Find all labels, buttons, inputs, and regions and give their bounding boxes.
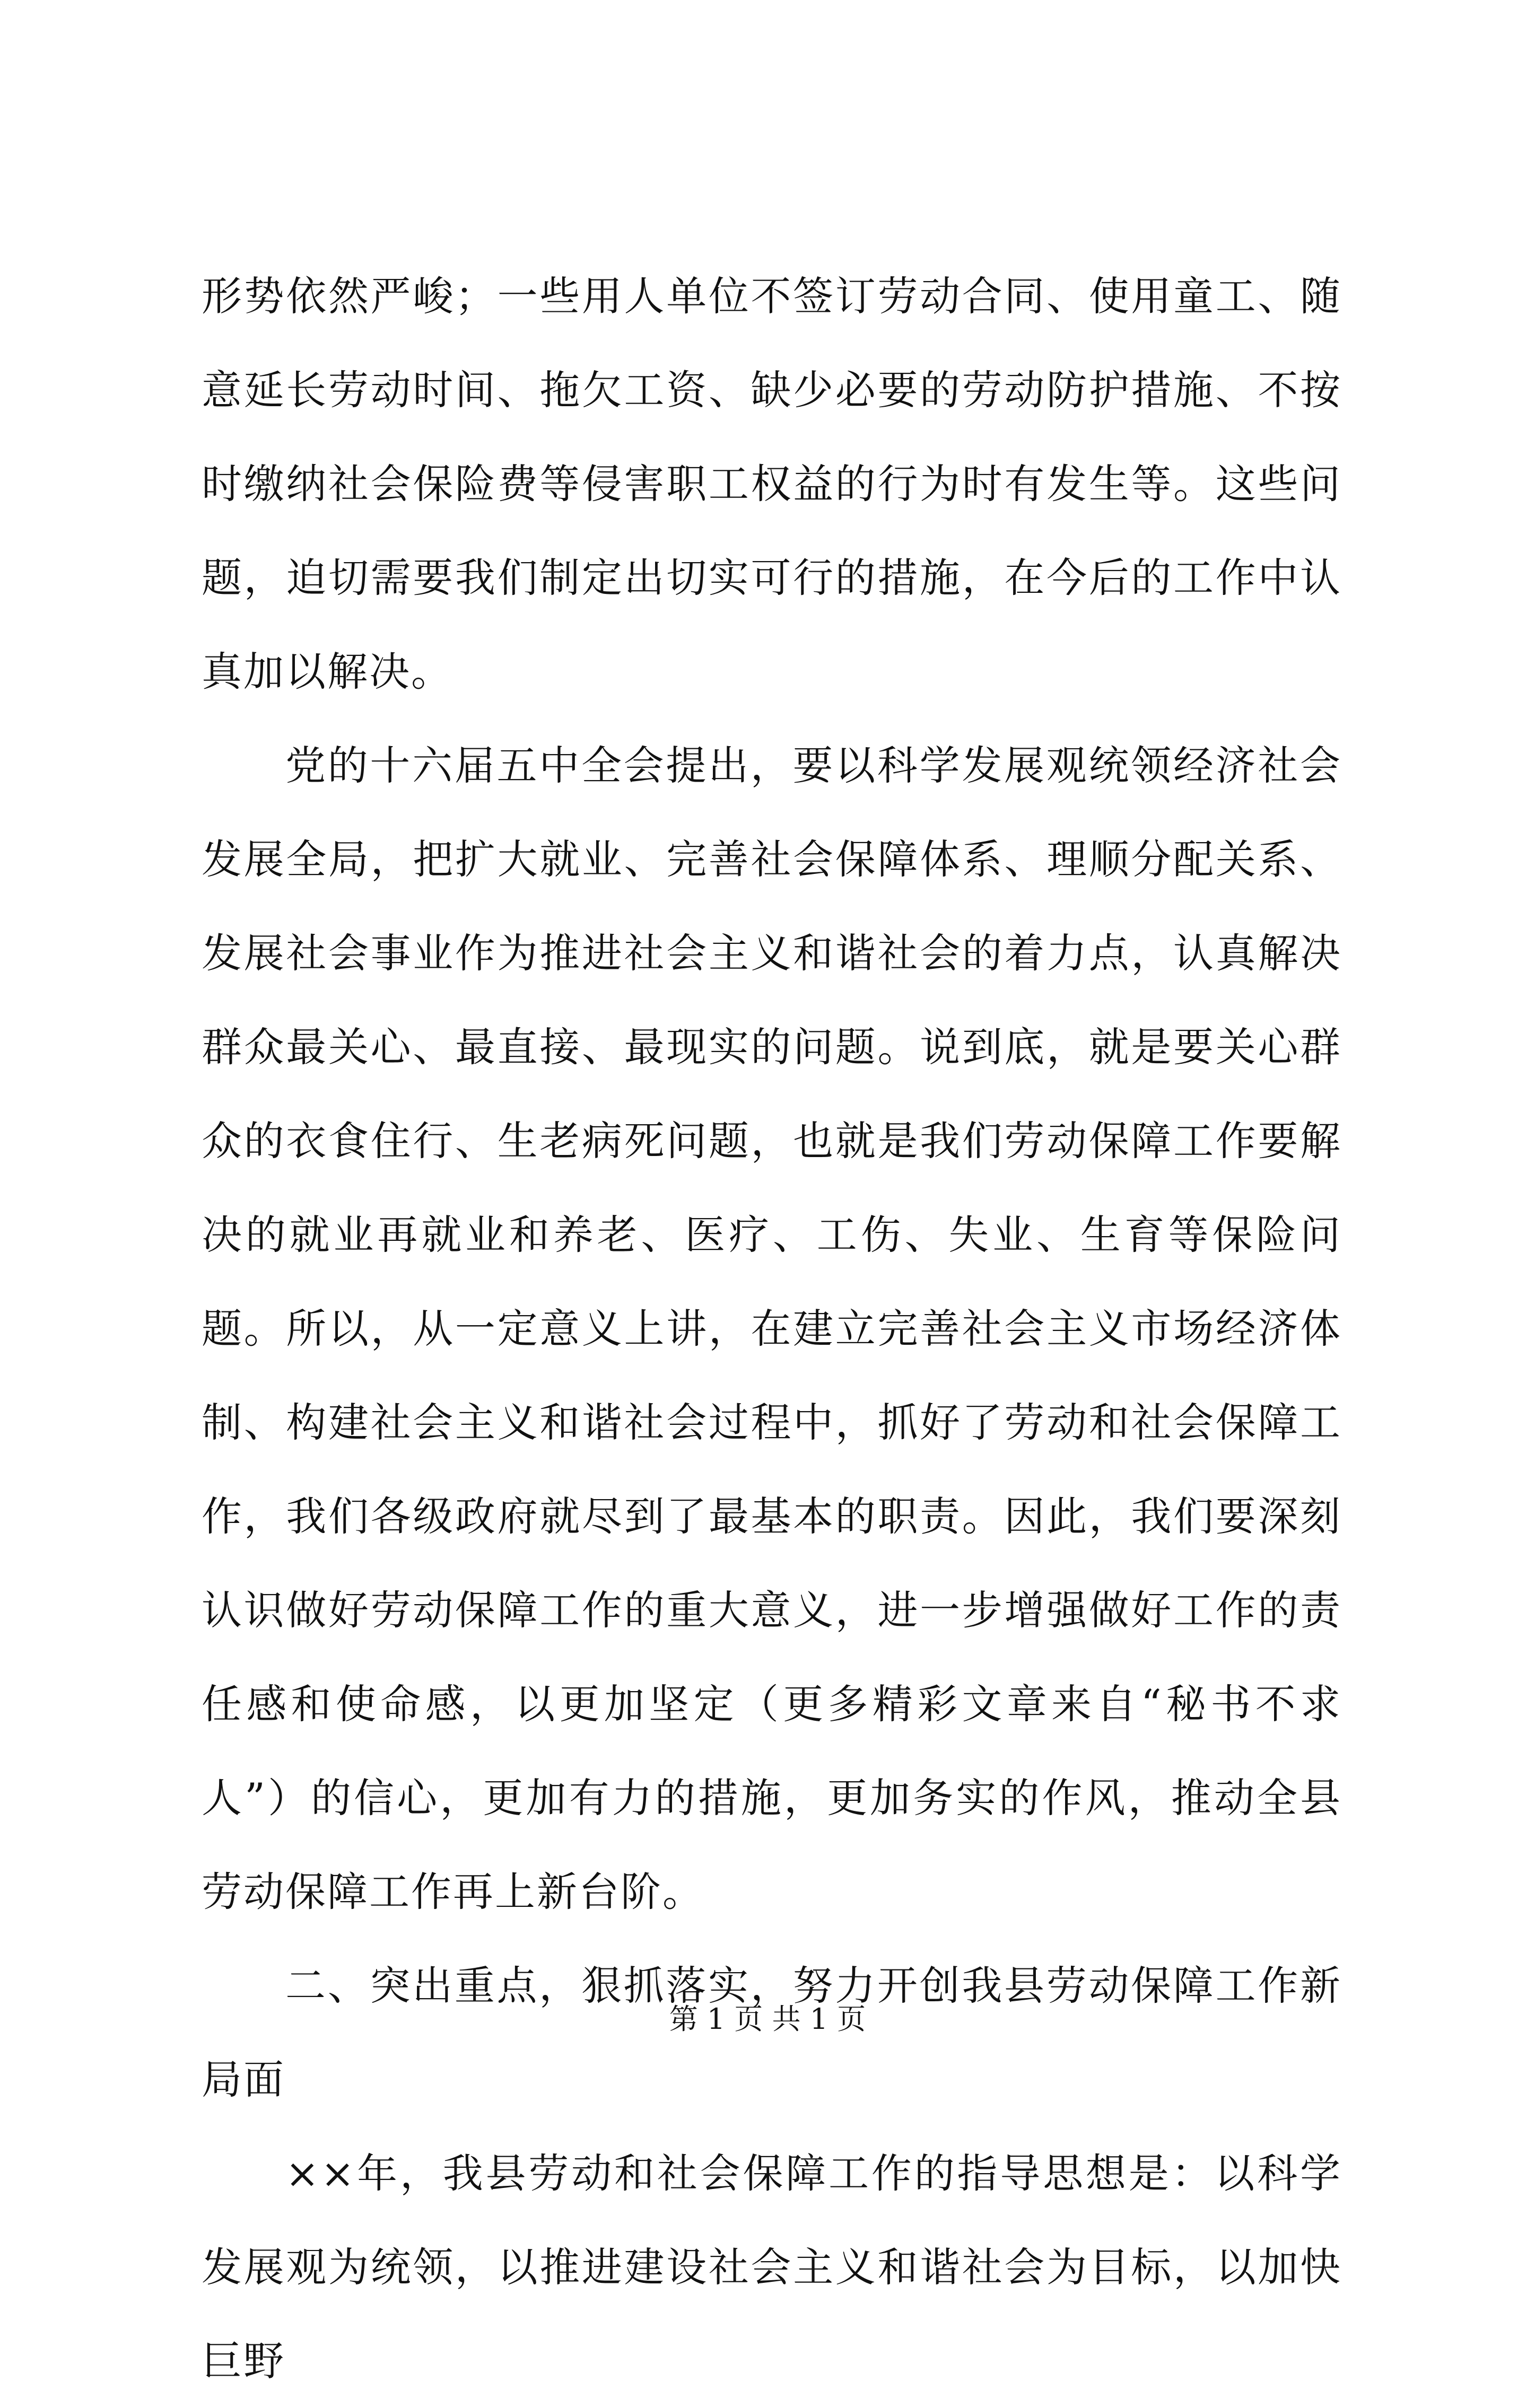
page-number-footer: 第 1 页 共 1 页 bbox=[669, 2002, 866, 2036]
paragraph-3: ××年，我县劳动和社会保障工作的指导思想是：以科学发展观为统领，以推进建设社会主义和谐社会为目标，以加快巨野 bbox=[202, 2150, 1342, 2385]
paragraph-1: 形势依然严峻；一些用人单位不签订劳动合同、使用童工、随意延长劳动时间、拖欠工资、缺少必要的劳动防护措施、不按时缴纳社会保险费等侵害职工权益的行为时有发生等。这些问题，迫切需要我们制定出切实可行的措施，在今后的工作中认真加以解决。 bbox=[202, 273, 1342, 695]
document-body bbox=[202, 249, 1342, 2408]
paragraph-2: 党的十六届五中全会提出，要以科学发展观统领经济社会发展全局，把扩大就业、完善社会保障体系、理顺分配关系、发展社会事业作为推进社会主义和谐社会的着力点，认真解决群众最关心、最直接、最现实的问题。说到底，就是要关心群众的衣食住行、生老病死问题，也就是我们劳动保障工作要解决的就业再就业和养老、医疗、工伤、失业、生育等保险问题。所以，从一定意义上讲，在建立完善社会主义市场经济体制、构建社会主义和谐社会过程中，抓好了劳动和社会保障工作，我们各级政府就尽到了最基本的职责。因此，我们要深刻认识做好劳动保障工作的重大意义，进一步增强做好工作的责任感和使命感，以更加坚定（更多精彩文章来自“秘书不求人”）的信心，更加有力的措施，更加务实的作风，推动全县劳动保障工作再上新台阶。 bbox=[202, 742, 1342, 1915]
section-heading: 二、突出重点，狠抓落实，努力开创我县劳动保障工作新局面 bbox=[202, 1962, 1342, 2103]
